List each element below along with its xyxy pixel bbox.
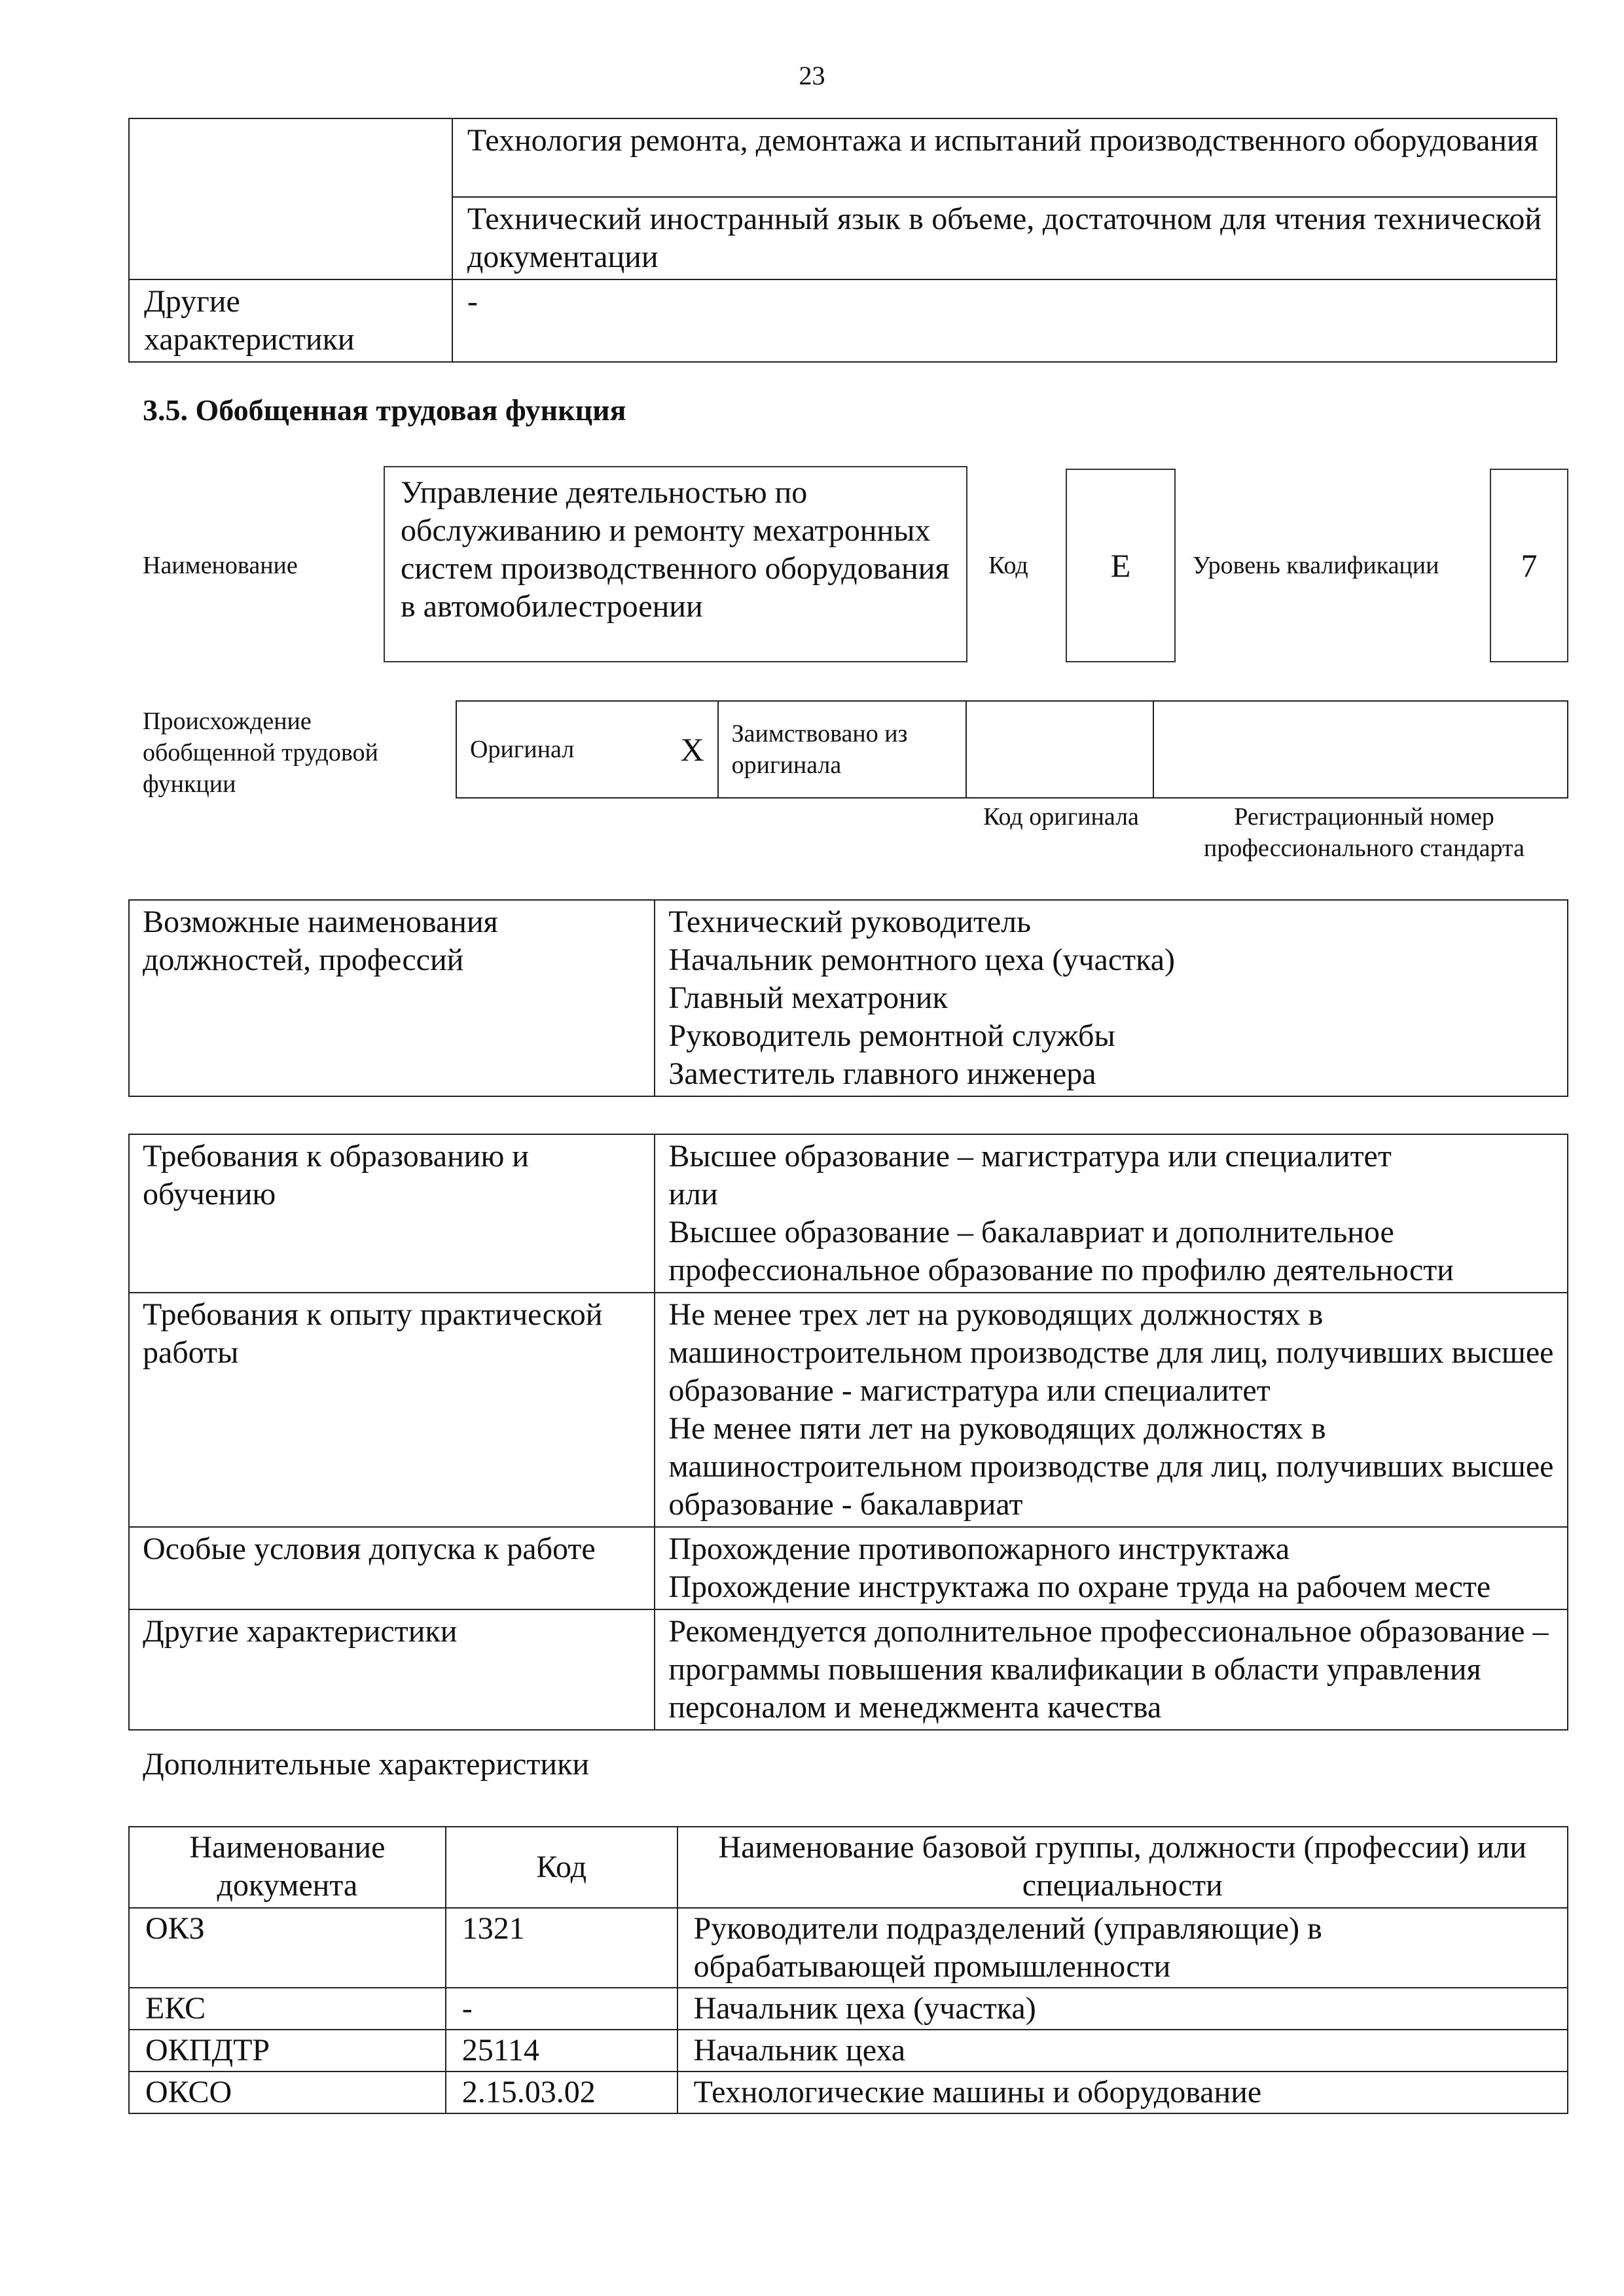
origin-original-mark: X [680, 731, 704, 768]
table-row-code: 2.15.03.02 [446, 2072, 677, 2113]
other-value [655, 1609, 1568, 1730]
table-row-doc: ЕКС [129, 1988, 446, 2030]
gtf-level-value: 7 [1490, 469, 1568, 662]
requirements-table [128, 1134, 1568, 1731]
positions-list [655, 900, 1568, 1096]
origin-borrowed-label: Заимствовано из оригинала [718, 701, 967, 798]
position-item: Заместитель главного инженера [668, 1056, 1096, 1091]
table-row-name: Руководители подразделений (управляющие) в обрабатывающей промышленности [677, 1908, 1568, 1988]
table-row-code: - [446, 1988, 677, 2030]
table-row-name: Начальник цеха (участка) [677, 1988, 1568, 2030]
table-row-code: 25114 [446, 2030, 677, 2072]
admission-label: Особые условия допуска к работе [129, 1527, 655, 1609]
other-line: Рекомендуется дополнительное профессиональное образование – программы повышения квалификации в области управления персоналом и менеджмента качества [668, 1614, 1549, 1725]
origin-label: Происхождение обобщенной трудовой функции [143, 708, 378, 798]
other-characteristics-label: Другие характеристики [129, 279, 452, 362]
other-label: Другие характеристики [129, 1609, 655, 1730]
origin-reg-cell [1153, 701, 1568, 798]
position-item: Начальник ремонтного цеха (участка) [668, 942, 1175, 977]
education-line: Высшее образование – бакалавриат и дополнительное профессиональное образование по профилю деятельности [668, 1215, 1454, 1287]
top-table-row1: Технология ремонта, демонтажа и испытаний производственного оборудования [452, 118, 1557, 197]
admission-value [655, 1527, 1568, 1609]
other-characteristics-value: - [452, 279, 1557, 362]
table-row-doc: ОКПДТР [129, 2030, 446, 2072]
origin-original-label: Оригинал [470, 736, 575, 763]
additional-table [128, 1826, 1568, 2114]
table-row-name: Начальник цеха [677, 2030, 1568, 2072]
header-group-name: Наименование базовой группы, должности (профессии) или специальности [677, 1827, 1568, 1908]
top-table-row2: Технический иностранный язык в объеме, достаточном для чтения технической документации [452, 197, 1557, 279]
origin-table [456, 700, 1568, 798]
gtf-code-value: E [1066, 469, 1176, 662]
header-code: Код [446, 1827, 677, 1908]
gtf-level-label: Уровень квалификации [1193, 552, 1439, 579]
position-item: Технический руководитель [668, 905, 1031, 939]
section-heading: 3.5. Обобщенная трудовая функция [143, 393, 626, 427]
positions-table [128, 899, 1568, 1097]
table-row-doc: ОКЗ [129, 1908, 446, 1988]
origin-code-caption: Код оригинала [983, 803, 1139, 831]
experience-value [655, 1293, 1568, 1527]
origin-original-cell [456, 701, 718, 798]
education-line: Высшее образование – магистратура или специалитет [668, 1139, 1392, 1174]
table-row-doc: ОКСО [129, 2072, 446, 2113]
table-row-code: 1321 [446, 1908, 677, 1988]
gtf-name-label: Наименование [143, 552, 298, 579]
admission-line: Прохождение противопожарного инструктажа [668, 1532, 1290, 1566]
origin-code-cell [966, 701, 1153, 798]
top-table [128, 118, 1557, 363]
additional-heading: Дополнительные характеристики [143, 1747, 590, 1782]
positions-label: Возможные наименования должностей, профессий [129, 900, 655, 1096]
position-item: Главный мехатроник [668, 980, 948, 1015]
experience-line: Не менее пяти лет на руководящих должностях в машиностроительном производстве для лиц, получивших высшее образование - бакалавриат [668, 1411, 1554, 1522]
position-item: Руководитель ремонтной службы [668, 1018, 1115, 1053]
top-table-empty-cell [129, 118, 452, 279]
education-label: Требования к образованию и обучению [129, 1134, 655, 1293]
education-value [655, 1134, 1568, 1293]
origin-reg-caption: Регистрационный номер профессионального стандарта [1204, 803, 1525, 862]
header-doc-name: Наименование документа [129, 1827, 446, 1908]
education-line: или [668, 1177, 718, 1211]
experience-line: Не менее трех лет на руководящих должностях в машиностроительном производстве для лиц, получивших высшее образование - магистратура или специалитет [668, 1297, 1554, 1408]
gtf-name-value: Управление деятельностью по обслуживанию и ремонту мехатронных систем производственного оборудования в автомобилестроении [384, 466, 967, 662]
table-row-name: Технологические машины и оборудование [677, 2072, 1568, 2113]
experience-label: Требования к опыту практической работы [129, 1293, 655, 1527]
page-number: 23 [799, 61, 825, 90]
admission-line: Прохождение инструктажа по охране труда на рабочем месте [668, 1570, 1491, 1604]
gtf-code-label: Код [988, 552, 1028, 579]
